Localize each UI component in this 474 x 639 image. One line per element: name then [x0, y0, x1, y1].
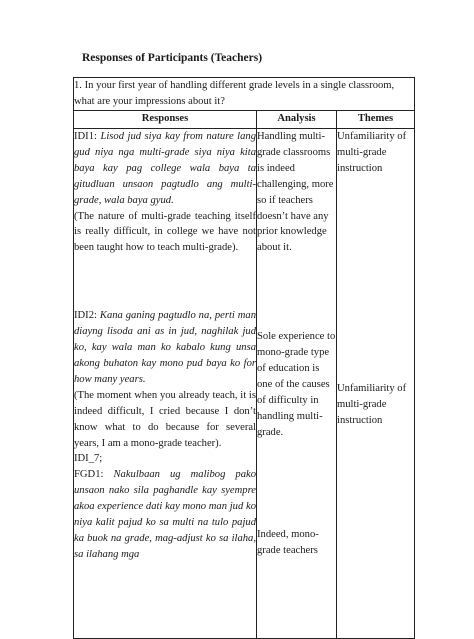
idi2-text: Kana ganing pagtudlo na, perti man diayng lisoda ani as in jud, naghilak jud ko, kay wala man ko kabalo kung unsa akong buhaton kay mono pud baya ko for how many years.: [74, 310, 256, 385]
themes-cell: [337, 129, 415, 639]
fgd1-response: [74, 467, 256, 562]
header-responses: Responses: [74, 111, 257, 129]
idi1-text: Lisod jud siya kay from nature lang gud niya nga multi-grade siya niya kita baya kay pag college wala baya ta gitudluan unsaon pagtudlo ang multi-grade, wala baya gyud.: [74, 131, 256, 206]
responses-table: [73, 77, 415, 639]
theme-1: Unfamiliarity of multi-grade instruction: [337, 131, 407, 174]
analysis-1: Handling multi-grade classrooms is indeed challenging, more so if teachers doesn’t have any prior knowledge about it.: [257, 131, 334, 254]
fgd1-label: FGD1:: [74, 469, 104, 481]
idi1-response: [74, 129, 256, 209]
page-heading: Responses of Participants (Teachers): [82, 52, 263, 64]
analysis-3: Indeed, mono-grade teachers: [257, 528, 319, 556]
theme-2: Unfamiliarity of multi-grade instruction: [337, 382, 407, 426]
header-analysis: Analysis: [257, 111, 337, 129]
idi1-translation: (The nature of multi-grade teaching itself is really difficult, in college we have not been taught how to teach multi-grade).: [74, 210, 256, 254]
analysis-2: Sole experience to mono-grade type of education is one of the causes of difficulty in handling multi-grade.: [257, 331, 336, 438]
idi1-label: IDI1:: [74, 131, 97, 142]
analysis-cell: [257, 129, 337, 639]
idi2-translation: (The moment when you already teach, it is indeed difficult, I cried because I don’t know what to do because for several years, I am a mono-grade teacher).: [74, 389, 256, 449]
idi2-response: [74, 308, 256, 388]
fgd1-text: Nakulbaan ug malibog pako unsaon nako sila paghandle kay syempre akoa experience dati kay mono man jud ko niya kalit pajud ko sa multi na tulo pajud ka buok na grade, mag-adjust ko sa ilaha, sa ilahang mga: [74, 469, 256, 560]
header-themes: Themes: [337, 111, 415, 129]
idi2-label: IDI2:: [74, 310, 97, 322]
question-cell: 1. In your first year of handling different grade levels in a single classroom, what are your impressions about it?: [74, 78, 415, 111]
responses-cell: [74, 129, 257, 639]
idi7-label: IDI_7;: [74, 453, 103, 465]
